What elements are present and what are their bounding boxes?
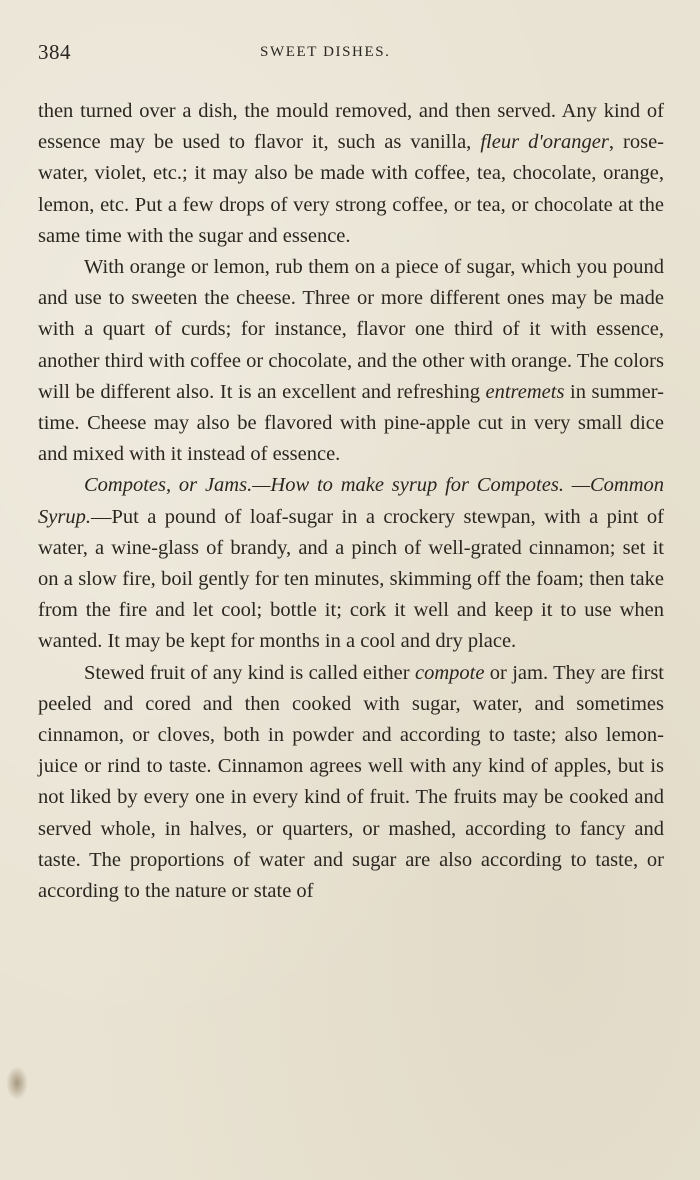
italic-phrase-fleur-doranger: fleur d'oranger — [480, 131, 609, 154]
paragraph-stewed-fruit — [38, 658, 664, 908]
paragraph-orange-lemon — [38, 252, 664, 470]
text-run: With orange or lemon, rub them on a piece of sugar, which you pound and use to sweeten the cheese. Three or more different ones may be made with a quart of curds; for instance, flavor one third of it with essence, another third with coffee or chocolate, and the other with orange. The colors will be different also. It is an excellent and refreshing — [38, 256, 664, 403]
page-number: 384 — [38, 40, 71, 64]
italic-word-compote: compote — [414, 661, 485, 684]
text-run: —Put a pound of loaf-sugar in a crockery stewpan, with a pint of water, a wine-glass of brandy, and a pinch of well-grated cinnamon; set it on a slow fire, boil gently for ten minutes, skimming off the foam; then take from the fire and let cool; bottle it; cork it well and keep it to use when wanted. It may be kept for months in a cool and dry place. — [38, 505, 664, 653]
italic-heading-compotes: Compotes, or Jams.—How to make syrup for Compotes. —Common Syrup. — [38, 474, 664, 528]
running-head — [38, 40, 658, 70]
italic-phrase-entremets: entremets — [485, 380, 565, 403]
paragraph-compotes-syrup — [38, 470, 664, 657]
running-title: SWEET DISHES. — [260, 44, 391, 60]
text-run: then turned over a dish, the mould removed, and then served. Any kind of essence may be used to flavor it, such as vanilla, — [38, 100, 664, 154]
text-run: in summer-time. Cheese may also be flavored with pine-apple cut in very small dice and mixed with it instead of essence. — [38, 380, 664, 466]
paragraph-continuation — [38, 96, 664, 252]
text-run: , rose-water, violet, etc.; it may also be made with coffee, tea, chocolate, orange, lemon, etc. Put a few drops of very strong coffee, or tea, or chocolate at the same time with the sugar and essence. — [38, 131, 664, 247]
text-run: Stewed fruit of any kind is called either — [84, 661, 415, 684]
ink-stain-mark — [6, 1066, 28, 1100]
body-text — [38, 96, 664, 907]
text-run: or jam. They are first peeled and cored and then cooked with sugar, water, and sometimes cinnamon, or cloves, both in powder and according to taste; also lemon-juice or rind to taste. Cinnamon agrees well with any kind of apples, but is not liked by every one in every kind of fruit. The fruits may be cooked and served whole, in halves, or quarters, or mashed, according to fancy and taste. The proportions of water and sugar are also according to taste, or according to the nature or state of — [38, 661, 664, 903]
